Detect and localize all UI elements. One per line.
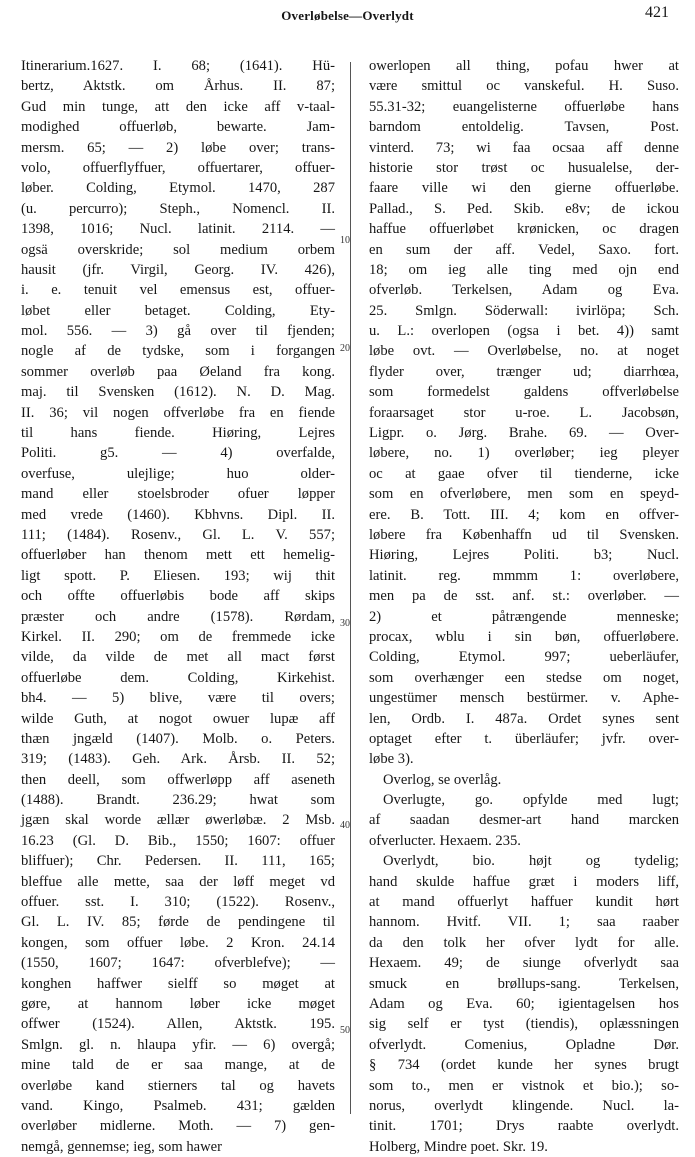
text-line: mersm. 65; — 2) løbe over; trans-: [21, 139, 335, 156]
text-line: norus, overlydt klingende. Nucl. la-: [369, 1097, 679, 1114]
text-line: mine tald de er saa mange, at de: [21, 1057, 335, 1074]
text-line: Gl. L. IV. 85; førde de pendingene til: [21, 914, 335, 931]
text-line: then deell, som offwerløpp aff aseneth: [21, 771, 335, 788]
text-line: u. L.: overlopen (ogsa i bet. 4)) samt: [369, 323, 679, 340]
text-line: II. 36; vil nogen offverløbe fra en fiende: [21, 404, 335, 421]
text-line: da den tolk her ofver lydt for alle.: [369, 934, 679, 951]
text-line: hausit (jfr. Virgil, Georg. IV. 426),: [21, 261, 335, 278]
text-line: bleffue alle mette, saa der løff meget vd: [21, 873, 335, 890]
text-line: 319; (1483). Geh. Ark. Årsb. II. 52;: [21, 751, 335, 768]
text-line: oc at gaae ofver til tienderne, icke: [369, 465, 679, 482]
text-line: nogle af de tydske, som i forgangen: [21, 343, 335, 360]
text-line: sig self er tyst (tiendis), oplæssningen: [369, 1016, 679, 1033]
text-line: offwer (1524). Allen, Aktstk. 195.: [21, 1016, 335, 1033]
text-line: løbere fra Københaffn ud til Svensken.: [369, 526, 679, 543]
text-line: tinit. 1701; Drys raabte overlydt.: [369, 1118, 679, 1135]
left-column: [21, 56, 335, 1155]
text-line: ungestümer mensch bestürmer. v. Aphe-: [369, 690, 679, 707]
column-divider: [350, 62, 351, 1114]
text-line: (1550, 1607; 1647: ofverblefve); —: [21, 955, 335, 972]
text-line: owerlopen all thing, pofau hwer at: [369, 58, 679, 74]
text-line: være smittul oc vanskeful. H. Suso.: [369, 78, 679, 95]
text-line: (u. percurro); Steph., Nomencl. II.: [21, 200, 335, 217]
text-line: løbe 3).: [369, 751, 414, 768]
text-line: offuerløbe dem. Colding, Kirkehist.: [21, 669, 335, 686]
text-line: Overlog, se overlåg.: [383, 771, 502, 788]
page-number: 421: [645, 4, 669, 21]
line-marker: 20: [340, 343, 350, 354]
text-line: vilde, da vilde de met all mact først: [21, 649, 335, 666]
text-line: 55.31-32; euangelisterne offuerløbe hans: [369, 98, 679, 115]
text-line: Hiøring, Lejres Politi. b3; Nucl.: [369, 547, 679, 564]
text-line: smuck en brøllups-sang. Terkelsen,: [369, 975, 679, 992]
text-line: konghen haffwer sielff so møget at: [21, 975, 335, 992]
line-marker: 40: [340, 820, 350, 831]
text-line: ligt spott. P. Eliesen. 193; wij thit: [21, 567, 335, 584]
text-line: flyder over, trænger ud; diarrhœa,: [369, 363, 679, 380]
text-line: procax, wblu i sin bøn, offuerløbere.: [369, 628, 679, 645]
text-line: bertz, Aktstk. om Århus. II. 87;: [21, 78, 335, 95]
text-line: præster och andre (1578). Rørdam,: [21, 608, 335, 625]
text-line: jgæn skal worde ællær øwerløbæ. 2 Msb.: [21, 812, 335, 829]
text-line: (1488). Brandt. 236.29; hwat som: [21, 792, 335, 809]
text-line: nemgå, gennemse; ieg, som hawer: [21, 1138, 223, 1155]
text-line: haffue offuerløbet krønicken, oc dragen: [369, 221, 679, 238]
running-head: Overløbelse—Overlydt: [281, 8, 414, 23]
text-line: løbe ovt. — Overløbelse, no. at noget: [369, 343, 679, 360]
text-line: thæn jngæld (1407). Molb. o. Peters.: [21, 730, 335, 747]
text-line: Gud min tunge, att den icke aff v-taal-: [21, 98, 335, 115]
text-line: maj. til Svensken (1612). N. D. Mag.: [21, 384, 335, 401]
text-line: vand. Kingo, Psalmeb. 431; gælden: [21, 1097, 335, 1114]
text-line: ofverlydt. Comenius, Opladne Dør.: [369, 1036, 679, 1053]
text-line: Kirkel. II. 290; om de fremmede icke: [21, 628, 335, 645]
text-line: 2) et påtrængende menneske;: [369, 608, 679, 625]
text-line: offuer. sst. I. 310; (1522). Rosenv.,: [21, 894, 335, 911]
right-column: [369, 56, 679, 1155]
text-line: foraarsaget stor u-roe. L. Jacobsøn,: [369, 404, 679, 421]
text-line: Politi. g5. — 4) overfalde,: [21, 445, 335, 462]
text-line: latinit. reg. mmmm 1: overløbere,: [369, 567, 679, 584]
text-line: 111; (1484). Rosenv., Gl. L. V. 557;: [21, 526, 335, 543]
text-line: Overlugte, go. opfylde med lugt;: [383, 792, 679, 809]
text-line: vinterd. 73; wi faa ocsaa aff denne: [369, 139, 679, 156]
line-marker: 30: [340, 618, 350, 629]
text-line: offuerløber han thenom mett ett hemelig-: [21, 547, 335, 564]
text-line: 1398, 1016; Nucl. latinit. 2114. —: [21, 221, 335, 238]
text-line: som overhænger een stedse om noget,: [369, 669, 679, 686]
text-line: løbere, no. 1) overløber; ieg pleyer: [369, 445, 679, 462]
text-line: ofverløb. Terkelsen, Adam og Eva.: [369, 282, 679, 299]
text-line: mol. 556. — 3) gå over til fjenden;: [21, 323, 335, 340]
text-line: modighed offuerløb, bewarte. Jam-: [21, 119, 335, 136]
text-line: at mand offuerlyt haffuer kundit hørt: [369, 894, 679, 911]
text-line: Colding, Etymol. 997; ueberläufer,: [369, 649, 679, 666]
line-marker: 10: [340, 235, 350, 246]
text-line: len, Ordb. I. 487a. Ordet synes sent: [369, 710, 679, 727]
text-line: Hexaem. 49; de siunge ofverlydt saa: [369, 955, 679, 972]
text-line: overløber midlerne. Moth. — 7) gen-: [21, 1118, 335, 1135]
text-line: hand skulde haffue græt i moders liff,: [369, 873, 679, 890]
text-line: overfuse, ulejlige; huo older-: [21, 465, 335, 482]
text-line: Ligpr. o. Jørg. Brahe. 69. — Over-: [369, 425, 679, 442]
text-line: kongen, som offuer løbe. 2 Kron. 24.14: [21, 934, 335, 951]
text-line: Smlgn. gl. n. hlaupa yfir. — 6) overgå;: [21, 1036, 335, 1053]
text-line: til hans fiende. Hiøring, Lejres: [21, 425, 335, 442]
text-line: och offte offuerløbis bode aff skips: [21, 588, 335, 605]
text-line: ere. B. Tott. III. 4; kom en offver-: [369, 506, 679, 523]
text-line: som to., men er vistnok et bio.); so-: [369, 1077, 679, 1094]
text-line: Holberg, Mindre poet. Skr. 19.: [369, 1138, 548, 1155]
line-marker: 50: [340, 1025, 350, 1036]
text-line: med vrede (1460). Kbhvns. Dipl. II.: [21, 506, 335, 523]
text-line: men pa de sst. anf. st.: overløber. —: [369, 588, 679, 605]
text-line: ofverlucter. Hexaem. 235.: [369, 832, 521, 849]
text-line: sommer overløb paa Øeland fra kong.: [21, 363, 335, 380]
text-line: ogsä overskride; sol medium orbem: [21, 241, 335, 258]
text-line: Adam og Eva. 60; igientagelsen hos: [369, 995, 679, 1012]
text-line: løber. Colding, Etymol. 1470, 287: [21, 180, 335, 197]
text-line: optaget efter t. überläufer; jvfr. over-: [369, 730, 679, 747]
text-line: Overlydt, bio. højt og tydelig;: [383, 853, 679, 870]
page-header: [0, 0, 695, 36]
text-line: historie stor trøst oc husualelse, der-: [369, 159, 679, 176]
text-line: wilde Guth, at nogot owuer lupæ aff: [21, 710, 335, 727]
text-line: § 734 (ordet kunde her synes brugt: [369, 1057, 679, 1074]
text-line: 18; om ieg alle ting med ojn end: [369, 261, 679, 278]
text-line: hannom. Hvitf. VII. 1; saa raaber: [369, 914, 679, 931]
text-line: mand eller stoelsbroder ofuer løpper: [21, 486, 335, 503]
text-line: bh4. — 5) blive, være til overs;: [21, 690, 335, 707]
text-line: faare ville wi den gierne offuerløbe.: [369, 180, 679, 197]
text-line: Itinerarium.1627. I. 68; (1641). Hü-: [21, 58, 335, 74]
text-line: i. e. tenuit vel emensus est, offuer-: [21, 282, 335, 299]
text-line: løbet eller betaget. Colding, Ety-: [21, 302, 335, 319]
text-line: en sum der aff. Vedel, Saxo. fort.: [369, 241, 679, 258]
text-line: barndom entoldelig. Tavsen, Post.: [369, 119, 679, 136]
text-line: 25. Smlgn. Söderwall: ivirlöpa; Sch.: [369, 302, 679, 319]
text-line: volo, offuerflyffuer, offuertarer, offuer-: [21, 159, 335, 176]
text-line: 16.23 (Gl. D. Bib., 1550; 1607: offuer: [21, 832, 335, 849]
text-line: Pallad., S. Ped. Skib. e8v; de ickou: [369, 200, 679, 217]
text-line: som en ofverløbere, men som en speyd-: [369, 486, 679, 503]
text-line: af saadan desmer-art hand marcken: [369, 812, 679, 829]
text-line: som formedelst galdens offverløbelse: [369, 384, 679, 401]
text-line: bliffuer); Chr. Pedersen. II. 111, 165;: [21, 853, 335, 870]
text-line: overløbe kand stierners tal og havets: [21, 1077, 335, 1094]
text-line: gøre, at hannom løber icke møget: [21, 995, 335, 1012]
